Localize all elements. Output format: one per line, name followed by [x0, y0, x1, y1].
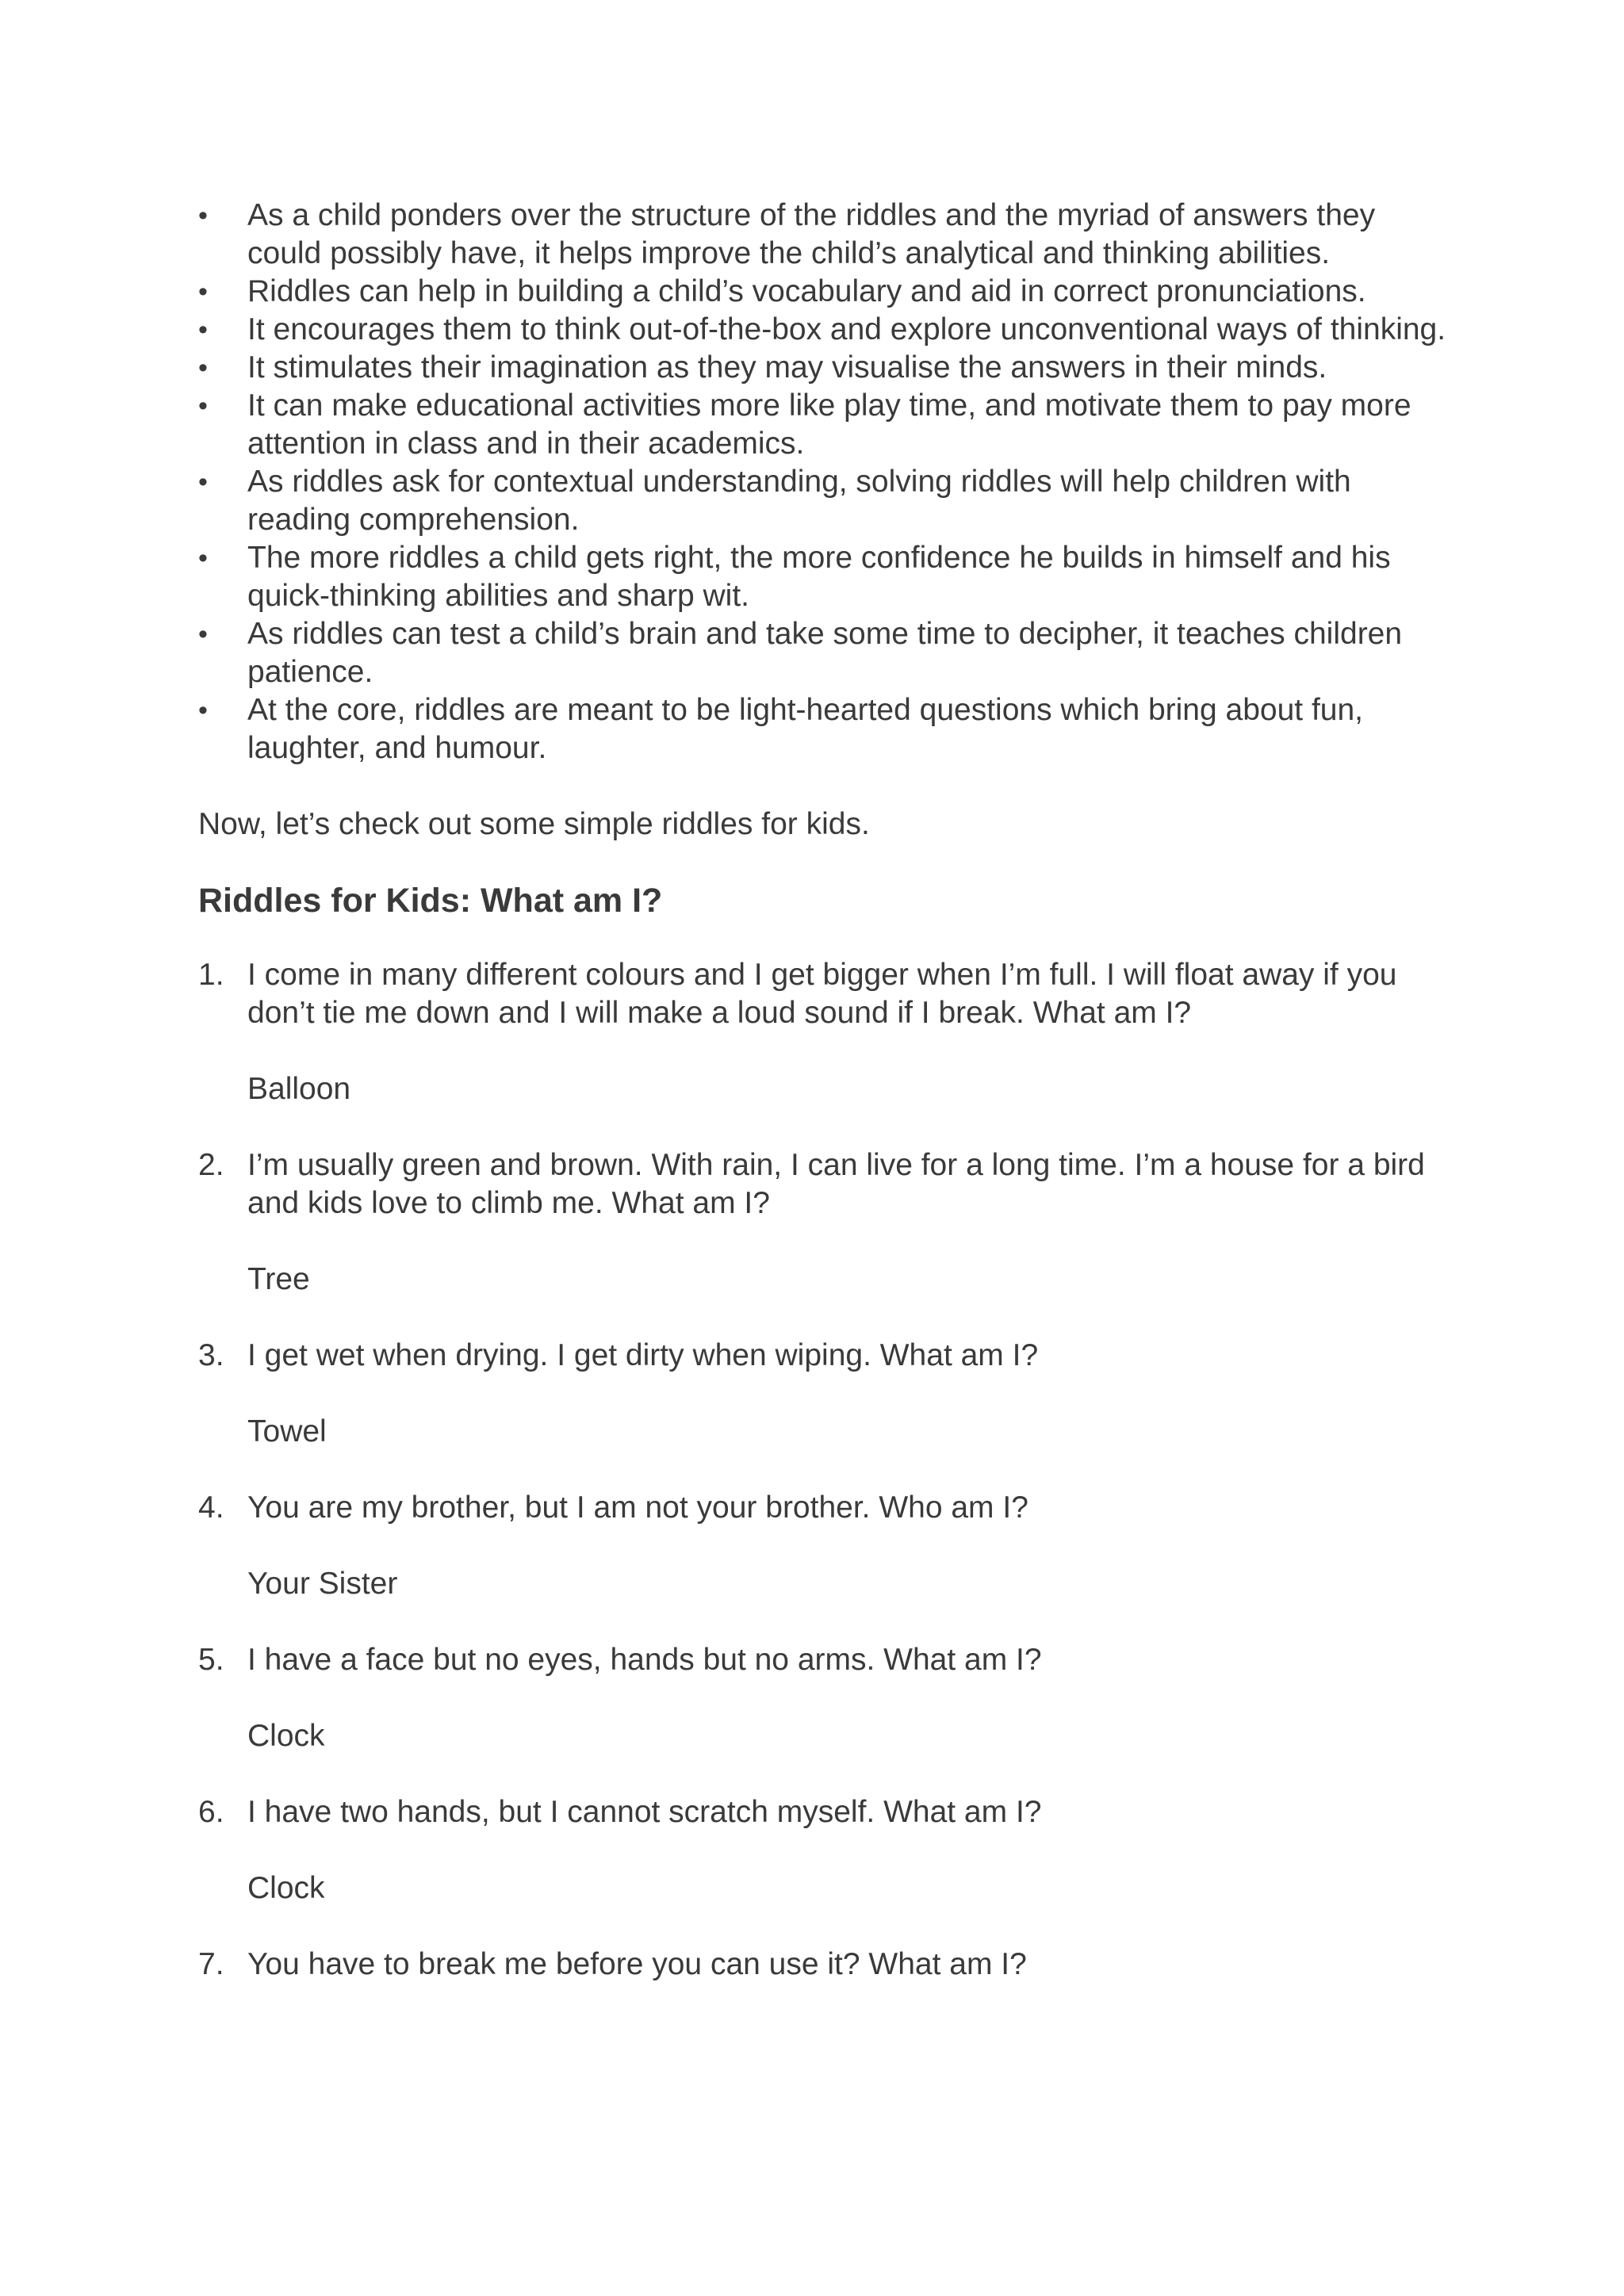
riddle-question: I come in many different colours and I get bigger when I’m full. I will float away if you don’t tie me down and I will make a loud sound if I break. What am I?: [247, 958, 1397, 1030]
bullet-icon: •: [198, 277, 208, 307]
riddle-question: You have to break me before you can use it? What am I?: [247, 1947, 1027, 1981]
riddle-number: 5.: [198, 1643, 224, 1677]
riddle-item: [198, 1337, 1451, 1451]
riddle-number: 4.: [198, 1490, 224, 1525]
riddle-answer: Towel: [247, 1414, 327, 1448]
bullet-icon: •: [198, 619, 208, 649]
riddle-question: I have a face but no eyes, hands but no arms. What am I?: [247, 1643, 1042, 1677]
bullet-icon: •: [198, 695, 208, 725]
riddle-question: I’m usually green and brown. With rain, I can live for a long time. I’m a house for a bird and kids love to climb me. What am I?: [247, 1148, 1425, 1220]
riddles-list: [198, 956, 1451, 1984]
riddle-item: [198, 1146, 1451, 1299]
list-item-text: Riddles can help in building a child’s vocabulary and aid in correct pronunciations.: [247, 274, 1366, 308]
riddle-answer: Tree: [247, 1262, 310, 1296]
list-item-text: At the core, riddles are meant to be light-hearted questions which bring about fun, laughter, and humour.: [247, 693, 1364, 765]
list-item-text: As riddles can test a child’s brain and take some time to decipher, it teaches children patience.: [247, 617, 1403, 689]
riddle-answer: Clock: [247, 1871, 325, 1905]
riddle-item: [198, 956, 1451, 1108]
bullet-icon: •: [198, 543, 208, 573]
list-item-text: As a child ponders over the structure of the riddles and the myriad of answers they could possibly have, it helps improve the child’s analytical and thinking abilities.: [247, 198, 1376, 270]
list-item: [198, 349, 1451, 387]
list-item: [198, 463, 1451, 539]
list-item: [198, 273, 1451, 311]
riddle-number: 6.: [198, 1795, 224, 1829]
riddle-answer: Your Sister: [247, 1567, 398, 1601]
bullet-icon: •: [198, 353, 208, 383]
intro-paragraph: Now, let’s check out some simple riddles for kids.: [198, 807, 870, 841]
bullet-icon: •: [198, 315, 208, 345]
list-item-text: It can make educational activities more like play time, and motivate them to pay more attention in class and in their academics.: [247, 388, 1411, 461]
riddle-number: 2.: [198, 1148, 224, 1182]
section-heading: Riddles for Kids: What am I?: [198, 882, 663, 920]
list-item-text: As riddles ask for contextual understanding, solving riddles will help children with reading comprehension.: [247, 465, 1351, 537]
list-item-text: It encourages them to think out-of-the-box and explore unconventional ways of thinking.: [247, 312, 1446, 346]
bullet-icon: •: [198, 467, 208, 497]
list-item: [198, 615, 1451, 691]
riddle-number: 1.: [198, 958, 224, 992]
riddle-item: [198, 1946, 1451, 1984]
bullet-icon: •: [198, 201, 208, 231]
bullet-icon: •: [198, 391, 208, 421]
list-item-text: It stimulates their imagination as they may visualise the answers in their minds.: [247, 350, 1327, 385]
riddle-item: [198, 1793, 1451, 1908]
riddle-number: 3.: [198, 1338, 224, 1372]
document-page: [198, 197, 1451, 2022]
riddle-question: I get wet when drying. I get dirty when wiping. What am I?: [247, 1338, 1039, 1372]
benefits-list: [198, 197, 1451, 767]
list-item: [198, 539, 1451, 615]
list-item: [198, 691, 1451, 767]
riddle-question: You are my brother, but I am not your brother. Who am I?: [247, 1490, 1028, 1525]
riddle-number: 7.: [198, 1947, 224, 1981]
list-item: [198, 311, 1451, 349]
riddle-answer: Balloon: [247, 1072, 351, 1106]
list-item: [198, 197, 1451, 273]
riddle-question: I have two hands, but I cannot scratch myself. What am I?: [247, 1795, 1042, 1829]
riddle-item: [198, 1489, 1451, 1603]
riddle-item: [198, 1641, 1451, 1755]
list-item: [198, 387, 1451, 463]
riddle-answer: Clock: [247, 1719, 325, 1753]
list-item-text: The more riddles a child gets right, the more confidence he builds in himself and his quick-thinking abilities and sharp wit.: [247, 541, 1391, 613]
